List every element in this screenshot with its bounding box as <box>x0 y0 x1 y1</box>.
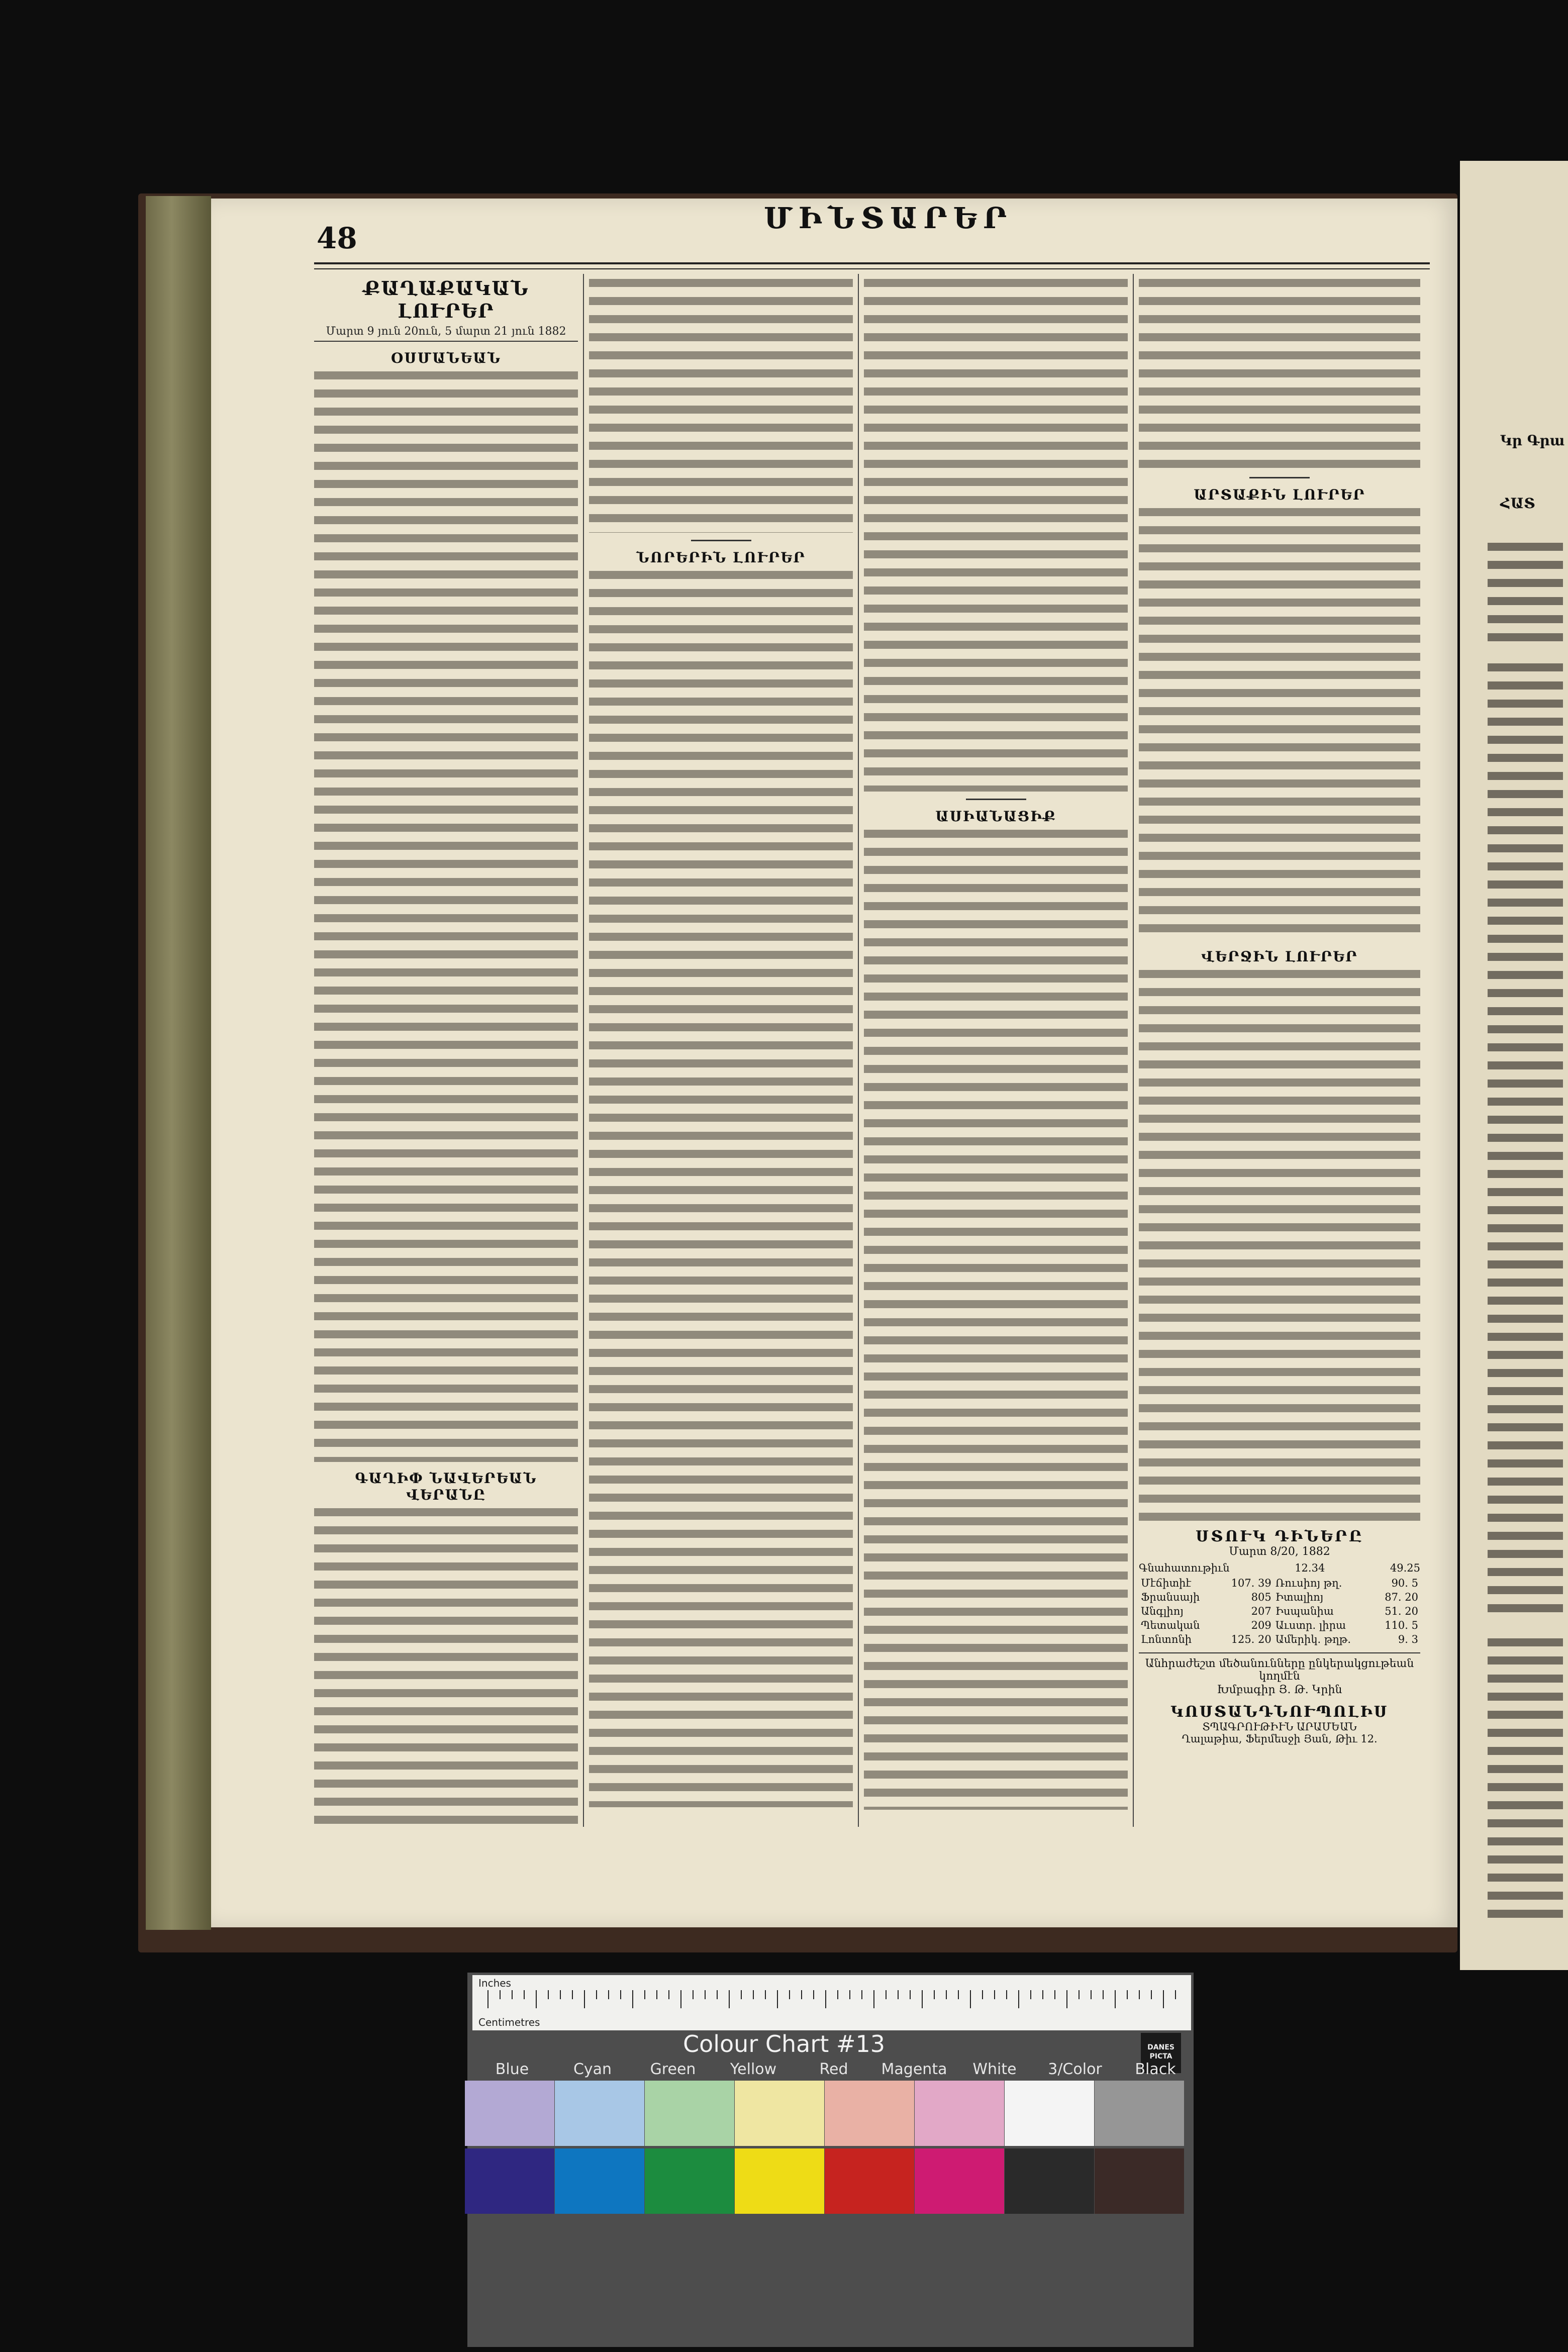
ruler-tick <box>536 1990 537 2008</box>
ruler-tick <box>680 1990 681 2008</box>
ruler-tick <box>849 1990 850 1999</box>
colour-patch-light <box>735 2081 824 2146</box>
ruler-tick <box>946 1990 947 1999</box>
danes-picta-logo: DANES PICTA <box>1141 2033 1181 2073</box>
stock-row <box>1139 1632 1420 1646</box>
column-4-article-text <box>1139 279 1420 470</box>
column-divider <box>583 274 584 1827</box>
ruler-tick <box>1091 1990 1092 1999</box>
colour-patch-dark <box>555 2148 644 2214</box>
stock-row <box>1139 1590 1420 1604</box>
facing-page-fragment: Կր Գրա <box>1500 432 1565 449</box>
colour-patch-light <box>555 2081 644 2146</box>
ruler-tick <box>813 1990 814 1999</box>
stock-prices-summary <box>1139 1562 1420 1574</box>
imprint-city: ԿՈՍՏԱՆԴՆՈՒՊՈԼԻՍ <box>1170 1703 1389 1721</box>
ruler-tick <box>524 1990 525 1999</box>
facing-page-text-2 <box>1488 663 1563 1618</box>
colour-label: Red <box>819 2061 848 2078</box>
column-2-article-text <box>589 279 853 533</box>
ruler-tick <box>970 1990 971 2008</box>
ruler-tick <box>741 1990 742 1999</box>
colour-label: Green <box>650 2061 696 2078</box>
ruler-tick <box>789 1990 790 1999</box>
stock-row <box>1139 1618 1420 1632</box>
column-3 <box>864 274 1128 1827</box>
stock-prices <box>1139 1528 1420 1745</box>
stock-name-2: Իտալիոյ <box>1275 1591 1324 1603</box>
colour-label: Blue <box>495 2061 529 2078</box>
colour-label: Yellow <box>730 2061 777 2078</box>
ruler-tick <box>1163 1990 1164 2008</box>
ruler-tick <box>644 1990 645 1999</box>
ruler-tick <box>1066 1990 1067 2008</box>
colour-label: Black <box>1135 2061 1176 2078</box>
ruler-tick <box>801 1990 802 1999</box>
facing-page-text-3 <box>1488 1638 1563 1920</box>
ruler-tick <box>560 1990 561 1999</box>
ruler <box>472 1975 1191 2030</box>
ruler-tick <box>729 1990 730 2008</box>
column-1-article-text <box>314 371 578 1462</box>
column-1 <box>314 274 578 1827</box>
ruler-tick <box>512 1990 513 1999</box>
ruler-tick <box>572 1990 573 1999</box>
stock-prices-date: Մարտ 8/20, 1882 <box>1229 1545 1330 1558</box>
ruler-tick <box>922 1990 923 2008</box>
stock-value-2: 87. 20 <box>1385 1591 1418 1603</box>
column-2 <box>589 274 853 1827</box>
editor-note: Խմբագիր Յ. Թ. Կրին <box>1217 1684 1342 1696</box>
stock-prices-title: ՍՏՈՒԿ ԴԻՆԵՐԸ <box>1195 1528 1364 1545</box>
stock-value: 209 <box>1251 1619 1271 1631</box>
ruler-tick <box>1054 1990 1055 1999</box>
colour-patch-light <box>1005 2081 1094 2146</box>
ruler-tick <box>1018 1990 1019 2008</box>
stock-value: 125. 20 <box>1231 1633 1271 1645</box>
colour-label: Cyan <box>573 2061 612 2078</box>
column-4-subhead-foreign: ԱՐՏԱՔԻՆ ԼՈՒՐԵՐ <box>1194 486 1365 503</box>
stock-row <box>1139 1604 1420 1618</box>
stock-name-2: Ռուսիոյ թղ. <box>1275 1577 1342 1589</box>
ruler-tick <box>584 1990 585 2008</box>
summary-value-2: 49.25 <box>1390 1562 1420 1574</box>
colour-patch-dark <box>1095 2148 1184 2214</box>
column-divider <box>858 274 859 1827</box>
summary-label: Գնահատութիւն <box>1139 1562 1230 1574</box>
ruler-tick <box>608 1990 609 1999</box>
stock-value-2: 51. 20 <box>1385 1605 1418 1617</box>
ruler-tick <box>958 1990 959 1999</box>
colour-patch-dark <box>645 2148 734 2214</box>
colour-label: 3/Color <box>1048 2061 1102 2078</box>
page-number: 48 <box>317 221 357 255</box>
column-4-article-text-3 <box>1139 970 1420 1523</box>
column-1-subhead-ottoman: ՕՍՄԱՆԵԱՆ <box>390 350 502 366</box>
ruler-tick <box>753 1990 754 1999</box>
column-3-subhead-asia: ԱՍԻԱՆԱՑԻՔ <box>935 808 1056 825</box>
section-rule <box>966 799 1026 800</box>
column-1-article-text-2 <box>314 1508 578 1827</box>
ruler-tick <box>717 1990 718 1999</box>
ruler-tick <box>898 1990 899 1999</box>
dateline: Մարտ 9 յուն 20ուն, 5 մարտ 21 յուն 1882 <box>314 325 578 342</box>
ruler-tick <box>934 1990 935 1999</box>
ruler-tick <box>656 1990 657 1999</box>
stock-value-2: 110. 5 <box>1385 1619 1418 1631</box>
facing-page-text <box>1488 543 1563 643</box>
stock-row <box>1139 1576 1420 1590</box>
stock-name-2: Ամերիկ. թղթ. <box>1275 1633 1351 1645</box>
ruler-tick <box>1030 1990 1031 1999</box>
colour-patch-dark <box>825 2148 914 2214</box>
colour-patch-light <box>825 2081 914 2146</box>
colour-patch-dark <box>915 2148 1004 2214</box>
stock-name: Լոնտոնի <box>1141 1633 1192 1645</box>
ruler-tick <box>777 1990 778 2008</box>
stock-name-2: Իսպանիա <box>1275 1605 1334 1617</box>
colour-patch-dark <box>465 2148 554 2214</box>
column-4-subhead-last: ՎԵՐՋԻՆ ԼՈՒՐԵՐ <box>1201 948 1358 965</box>
ruler-tick <box>910 1990 911 1999</box>
colour-patch-dark <box>735 2148 824 2214</box>
ruler-tick <box>1103 1990 1104 1999</box>
ruler-tick <box>1115 1990 1116 2008</box>
stock-value: 207 <box>1251 1605 1271 1617</box>
stock-value: 107. 39 <box>1231 1577 1271 1589</box>
facing-page-fragment-2: ՀԱՏ <box>1500 495 1535 512</box>
colour-patch-dark <box>1005 2148 1094 2214</box>
column-divider <box>1133 274 1134 1827</box>
column-2-subhead-latest: ՆՈՐԵՐԻՆ ԼՈՒՐԵՐ <box>636 549 806 566</box>
ruler-tick <box>632 1990 633 2008</box>
section-rule <box>1249 477 1310 478</box>
stock-value: 805 <box>1251 1591 1271 1603</box>
column-2-article-text-2 <box>589 571 853 1807</box>
ruler-inches-label: Inches <box>478 1977 511 1989</box>
colour-chart-title: Colour Chart #13 <box>683 2030 885 2057</box>
ruler-tick <box>1127 1990 1128 1999</box>
ruler-tick <box>668 1990 669 1999</box>
ruler-tick <box>596 1990 597 1999</box>
ruler-tick <box>1151 1990 1152 1999</box>
ruler-tick <box>837 1990 838 1999</box>
masthead: ՄԻՆՏԱՐԵՐ <box>764 201 1013 235</box>
ruler-tick <box>982 1990 983 1999</box>
column-4-article-text-2 <box>1139 508 1420 940</box>
ruler-tick <box>705 1990 706 1999</box>
stock-name: Պետական <box>1141 1619 1200 1631</box>
ruler-tick <box>861 1990 862 1999</box>
ruler-tick <box>1042 1990 1043 1999</box>
stock-name: Անգլիոյ <box>1141 1605 1184 1617</box>
header-rule <box>314 262 1430 269</box>
ruler-tick <box>693 1990 694 1999</box>
colour-label: Magenta <box>881 2061 947 2078</box>
book-binding <box>146 196 211 1930</box>
ruler-tick <box>825 1990 826 2008</box>
column-4 <box>1139 274 1420 1827</box>
imprint-address: Ղալաթիա, Ֆերմեսջի Յան, Թիւ 12. <box>1182 1733 1378 1745</box>
stock-name: Ֆրանսայի <box>1141 1591 1200 1603</box>
column-1-headline: ՔԱՂԱՔԱԿԱՆ ԼՈՒՐԵՐ <box>363 277 529 322</box>
ruler-tick <box>500 1990 501 1999</box>
imprint-press: ՏՊԱԳՐՈՒԹԻՒՆ ԱՐԱՄԵԱՆ <box>1202 1721 1357 1733</box>
stock-name: Մէճիտիէ <box>1141 1577 1192 1589</box>
ruler-tick <box>886 1990 887 1999</box>
ruler-tick <box>1175 1990 1176 1999</box>
stock-value-2: 90. 5 <box>1391 1577 1418 1589</box>
ruler-tick <box>1079 1990 1080 1999</box>
summary-value: 12.34 <box>1295 1562 1325 1574</box>
stock-name-2: Աւստր. լիրա <box>1275 1619 1346 1631</box>
column-1-subhead-shipwreck: ԳԱՂԻՓ ՆԱՎԵՐԵԱՆ ՎԵՐԱՆԸ <box>355 1470 537 1503</box>
ruler-tick <box>1006 1990 1007 1999</box>
ruler-tick <box>487 1990 488 2008</box>
ruler-cm-label: Centimetres <box>478 2016 540 2028</box>
ruler-tick <box>873 1990 874 2008</box>
colour-label: White <box>972 2061 1017 2078</box>
ruler-tick <box>1139 1990 1140 1999</box>
publisher-note: Անհրաժեշտ մեծանունները ընկերակցութեան կողմէն <box>1139 1652 1420 1683</box>
column-3-article-text <box>864 279 1128 792</box>
section-rule <box>691 540 751 541</box>
ruler-tick <box>994 1990 995 1999</box>
ruler-tick <box>765 1990 766 1999</box>
colour-patch-light <box>1095 2081 1184 2146</box>
colour-patch-light <box>915 2081 1004 2146</box>
ruler-tick <box>548 1990 549 1999</box>
ruler-tick <box>620 1990 621 1999</box>
stock-prices-table <box>1139 1576 1420 1646</box>
stock-value-2: 9. 3 <box>1398 1633 1418 1645</box>
column-3-article-text-2 <box>864 830 1128 1810</box>
colour-patch-light <box>465 2081 554 2146</box>
colour-patch-light <box>645 2081 734 2146</box>
